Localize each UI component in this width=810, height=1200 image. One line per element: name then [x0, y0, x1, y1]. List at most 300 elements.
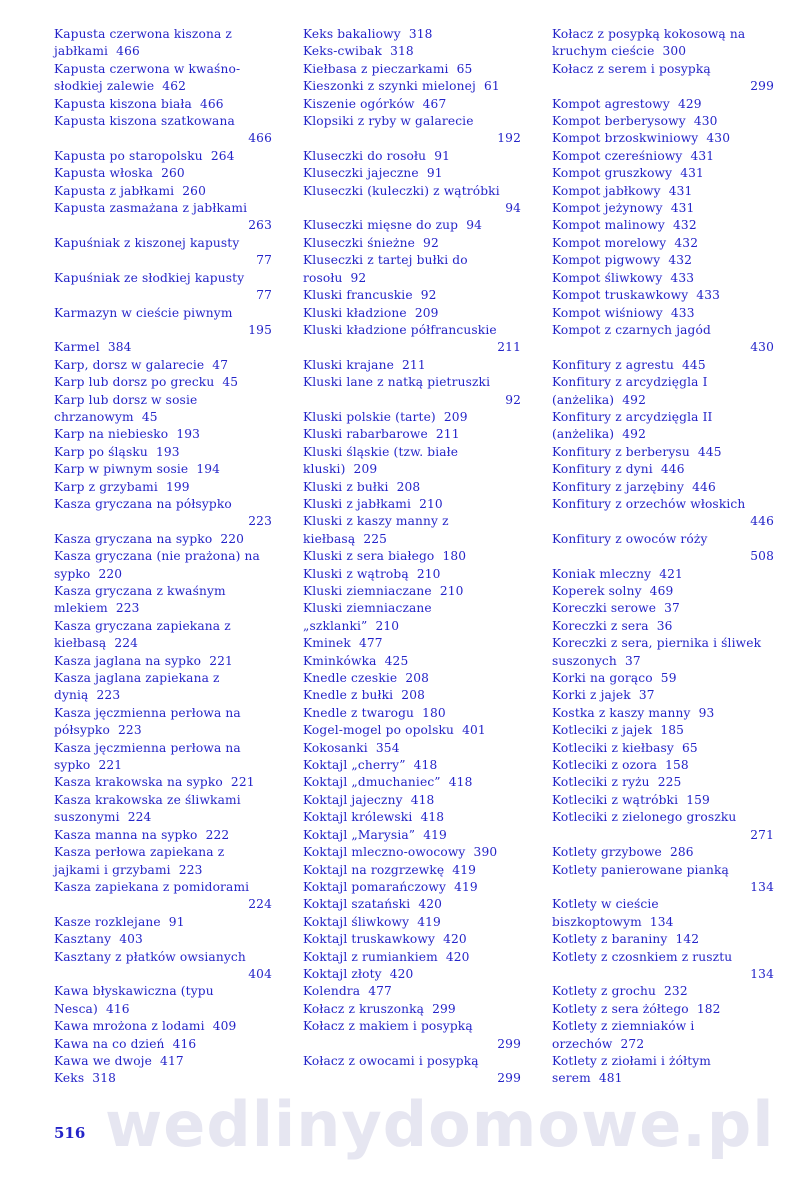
- index-entry: [303, 61, 521, 78]
- index-entry: [552, 165, 774, 182]
- entry-title: Karp lub dorsz w sosie chrzanowym: [54, 392, 198, 424]
- entry-page-number: 404: [248, 966, 272, 981]
- entry-title: Kluseczki mięsne do zup: [303, 218, 459, 233]
- entry-page-number: 432: [674, 235, 699, 250]
- entry-title: Keks-cwibak: [303, 44, 383, 59]
- entry-page-number: 180: [442, 549, 467, 564]
- entry-page-number: 299: [497, 1036, 521, 1051]
- index-entry: [54, 931, 272, 948]
- index-entry: [54, 61, 272, 96]
- entry-title: Kotleciki z jajek: [552, 723, 653, 738]
- entry-page-number: 508: [750, 549, 774, 564]
- index-entry: [54, 879, 272, 914]
- index-entry: [303, 26, 521, 43]
- entry-page-number: 92: [350, 270, 367, 285]
- entry-title: Knedle z bułki: [303, 688, 394, 703]
- entry-page-number: 223: [248, 514, 272, 529]
- entry-page-number: 466: [116, 44, 140, 59]
- index-entry: [54, 618, 272, 653]
- entry-page-number: 45: [141, 409, 158, 424]
- entry-page-number: 318: [390, 44, 414, 59]
- index-entry: [552, 983, 774, 1000]
- entry-title: Kasza jaglana na sypko: [54, 653, 202, 668]
- index-entry: [54, 740, 272, 775]
- entry-page-number: 94: [466, 218, 482, 233]
- entry-page-number: 223: [96, 688, 121, 703]
- entry-title: Kapuśniak z kiszonej kapusty: [54, 235, 240, 250]
- entry-title: Kasza gryczana z kwaśnym mlekiem: [54, 584, 226, 616]
- index-entry: [552, 322, 774, 357]
- index-entry: [303, 426, 521, 443]
- index-entry: [303, 183, 521, 218]
- entry-title: Kapusta po staropolsku: [54, 148, 203, 163]
- entry-title: Kolendra: [303, 984, 361, 999]
- index-column-2: [303, 26, 521, 1088]
- entry-title: Koktajl jajeczny: [303, 792, 403, 807]
- entry-title: Konfitury z arcydzięgla I (anżelika): [552, 375, 708, 407]
- entry-title: Koperek solny: [552, 584, 642, 598]
- entry-title: Kotleciki z ozora: [552, 758, 658, 773]
- index-entry: [54, 844, 272, 879]
- entry-title: Kluski kładzione półfrancuskie: [303, 322, 497, 337]
- entry-title: Koktajl na rozgrzewkę: [303, 862, 445, 877]
- entry-title: Kluseczki jajeczne: [303, 166, 419, 181]
- entry-title: Kieszonki z szynki mielonej: [303, 79, 476, 94]
- entry-page-number: 224: [114, 636, 139, 651]
- index-entry: [303, 931, 521, 948]
- index-entry: [54, 653, 272, 670]
- entry-title: Kasza gryczana (nie prażona) na sypko: [54, 549, 260, 581]
- entry-page-number: 419: [454, 879, 478, 894]
- entry-title: Kompot śliwkowy: [552, 270, 663, 285]
- entry-title: Konfitury z owoców róży: [552, 531, 708, 546]
- index-entry: [303, 809, 521, 826]
- index-entry: [54, 113, 272, 148]
- index-entry: [552, 600, 774, 617]
- index-entry: [552, 896, 774, 931]
- entry-page-number: 420: [389, 966, 414, 981]
- entry-title: Kiszenie ogórków: [303, 96, 415, 111]
- entry-page-number: 446: [692, 479, 716, 494]
- entry-title: Kluski francuskie: [303, 288, 413, 303]
- entry-page-number: 225: [657, 775, 682, 790]
- entry-page-number: 390: [473, 845, 498, 860]
- entry-page-number: 264: [210, 148, 235, 163]
- index-entry: [54, 531, 272, 548]
- entry-title: Kołacz z serem i posypką: [552, 61, 711, 76]
- index-entry: [303, 983, 521, 1000]
- index-entry: [552, 357, 774, 374]
- entry-page-number: 409: [212, 1019, 237, 1034]
- entry-title: Konfitury z jarzębiny: [552, 479, 685, 494]
- index-entry: [54, 827, 272, 844]
- entry-page-number: 260: [161, 166, 185, 181]
- entry-page-number: 418: [448, 775, 473, 790]
- entry-title: Karp, dorsz w galarecie: [54, 357, 205, 372]
- index-entry: [54, 183, 272, 200]
- entry-title: Knedle z twarogu: [303, 705, 415, 720]
- entry-page-number: 182: [696, 1001, 721, 1016]
- entry-page-number: 299: [497, 1071, 521, 1086]
- index-entry: [303, 792, 521, 809]
- index-entry: [303, 896, 521, 913]
- entry-title: Kluski kładzione: [303, 305, 407, 320]
- entry-title: Knedle czeskie: [303, 671, 398, 686]
- entry-page-number: 208: [401, 688, 426, 703]
- index-entry: [303, 949, 521, 966]
- entry-title: Kluseczki śnieżne: [303, 235, 415, 250]
- entry-title: Kokosanki: [303, 740, 368, 755]
- index-entry: [54, 774, 272, 791]
- entry-page-number: 134: [750, 966, 774, 981]
- entry-page-number: 419: [417, 914, 441, 929]
- index-entry: [552, 1001, 774, 1018]
- index-entry: [54, 235, 272, 270]
- entry-page-number: 446: [750, 514, 774, 529]
- entry-title: Kotlety grzybowe: [552, 845, 662, 860]
- entry-title: Karmel: [54, 340, 100, 355]
- entry-page-number: 91: [168, 914, 185, 929]
- entry-title: Kotlety z baraniny: [552, 932, 668, 947]
- entry-title: Kasza krakowska ze śliwkami suszonymi: [54, 792, 241, 825]
- entry-page-number: 37: [664, 601, 680, 616]
- entry-page-number: 192: [497, 131, 521, 146]
- entry-page-number: 91: [426, 166, 443, 181]
- index-entry: [54, 792, 272, 827]
- entry-title: Karmazyn w cieście piwnym: [54, 305, 233, 320]
- entry-page-number: 416: [105, 1001, 130, 1016]
- entry-page-number: 208: [396, 479, 421, 494]
- entry-page-number: 421: [659, 566, 683, 581]
- index-entry: [552, 705, 774, 722]
- entry-title: Kapusta czerwona kiszona z jabłkami: [54, 27, 232, 59]
- entry-page-number: 420: [418, 897, 443, 912]
- entry-page-number: 211: [435, 427, 460, 442]
- entry-title: Kotleciki z kiełbasy: [552, 740, 674, 755]
- entry-page-number: 211: [497, 340, 521, 355]
- index-entry: [552, 130, 774, 147]
- entry-page-number: 299: [432, 1001, 456, 1016]
- index-entry: [54, 96, 272, 113]
- entry-page-number: 222: [205, 827, 230, 842]
- index-entry: [552, 287, 774, 304]
- entry-page-number: 430: [750, 340, 774, 355]
- entry-page-number: 159: [686, 792, 710, 807]
- entry-page-number: 220: [220, 531, 245, 546]
- entry-title: Kotleciki z ryżu: [552, 775, 650, 790]
- entry-title: Karp na niebiesko: [54, 427, 169, 442]
- index-entry: [552, 1053, 774, 1088]
- entry-title: Kotleciki z wątróbki: [552, 792, 679, 807]
- entry-page-number: 466: [200, 96, 224, 111]
- entry-title: Korki z jajek: [552, 688, 631, 703]
- entry-page-number: 193: [176, 427, 201, 442]
- entry-title: Kluski z wątrobą: [303, 566, 409, 581]
- index-entry: [552, 461, 774, 478]
- page-number: 516: [54, 1124, 86, 1142]
- entry-title: Kasza manna na sypko: [54, 827, 198, 842]
- entry-page-number: 263: [248, 218, 272, 233]
- entry-page-number: 37: [624, 653, 641, 668]
- entry-page-number: 93: [698, 705, 715, 720]
- entry-title: Konfitury z arcydzięgla II (anżelika): [552, 409, 713, 442]
- index-entry: [54, 914, 272, 931]
- entry-page-number: 432: [668, 253, 693, 268]
- entry-page-number: 418: [410, 792, 435, 807]
- entry-page-number: 430: [706, 131, 731, 146]
- entry-title: Koniak mleczny: [552, 566, 652, 581]
- index-entry: [54, 1018, 272, 1035]
- index-entry: [303, 357, 521, 374]
- index-entry: [303, 757, 521, 774]
- entry-page-number: 433: [670, 305, 695, 320]
- entry-page-number: 418: [413, 758, 438, 773]
- entry-page-number: 36: [656, 618, 673, 633]
- entry-page-number: 431: [680, 166, 704, 181]
- entry-page-number: 431: [690, 148, 715, 163]
- entry-title: Kostka z kaszy manny: [552, 705, 691, 720]
- index-entry: [552, 113, 774, 130]
- index-entry: [54, 479, 272, 496]
- entry-page-number: 401: [462, 723, 486, 738]
- index-entry: [552, 949, 774, 984]
- entry-title: Kołacz z posypką kokosową na kruchym cieście: [552, 27, 746, 59]
- entry-title: Koktajl mleczno-owocowy: [303, 845, 466, 860]
- entry-title: Kompot morelowy: [552, 235, 667, 250]
- entry-title: Karp z grzybami: [54, 479, 158, 494]
- entry-title: Kasza zapiekana z pomidorami: [54, 879, 250, 894]
- entry-page-number: 221: [230, 775, 255, 790]
- entry-title: Korki na gorąco: [552, 671, 653, 686]
- entry-title: Kminek: [303, 636, 351, 651]
- entry-title: Kapusta zasmażana z jabłkami: [54, 201, 248, 216]
- entry-title: Keks bakaliowy: [303, 27, 401, 41]
- index-entry: [552, 862, 774, 897]
- index-entry: [303, 496, 521, 513]
- entry-title: Koreczki z sera: [552, 618, 649, 633]
- entry-title: Kasztany z płatków owsianych: [54, 949, 246, 964]
- entry-title: Kasza gryczana zapiekana z kiełbasą: [54, 618, 231, 651]
- index-entry: [54, 26, 272, 61]
- index-entry: [54, 1070, 272, 1087]
- entry-page-number: 318: [92, 1071, 117, 1086]
- entry-title: Koktajl truskawkowy: [303, 932, 436, 947]
- entry-title: Kluski z jabłkami: [303, 496, 412, 511]
- entry-title: Kminkówka: [303, 653, 377, 668]
- entry-page-number: 180: [422, 705, 446, 720]
- entry-page-number: 37: [638, 688, 655, 703]
- entry-title: Kluski z sera białego: [303, 549, 435, 564]
- entry-page-number: 59: [660, 671, 677, 686]
- entry-title: Koktajl „Marysia”: [303, 827, 416, 842]
- entry-title: Kołacz z owocami i posypką: [303, 1053, 479, 1068]
- entry-page-number: 134: [649, 914, 674, 929]
- entry-page-number: 403: [119, 932, 143, 947]
- entry-title: Kompot brzoskwiniowy: [552, 131, 699, 146]
- index-entry: [303, 287, 521, 304]
- entry-page-number: 194: [196, 462, 221, 477]
- index-column-3: [552, 26, 774, 1088]
- entry-page-number: 208: [405, 671, 430, 686]
- entry-title: Kasza perłowa zapiekana z jajkami i grzybami: [54, 845, 225, 877]
- entry-title: Keks: [54, 1071, 85, 1086]
- entry-page-number: 354: [375, 740, 400, 755]
- entry-title: Kotlety panierowane pianką: [552, 862, 729, 877]
- index-entry: [303, 1001, 521, 1018]
- index-entry: [303, 78, 521, 95]
- entry-title: Kompot czereśniowy: [552, 148, 683, 163]
- entry-title: Karp lub dorsz po grecku: [54, 375, 215, 390]
- entry-page-number: 195: [248, 322, 272, 337]
- entry-title: Kompot berberysowy: [552, 114, 686, 129]
- entry-page-number: 209: [353, 462, 378, 477]
- entry-page-number: 466: [248, 131, 272, 146]
- index-entry: [552, 96, 774, 113]
- entry-title: Kompot pigwowy: [552, 253, 661, 268]
- index-entry: [54, 305, 272, 340]
- entry-page-number: 271: [750, 827, 774, 842]
- entry-page-number: 220: [98, 566, 123, 581]
- index-entry: [303, 1053, 521, 1088]
- entry-title: Kluski z bułki: [303, 479, 389, 494]
- entry-title: Kluski ziemniaczane „szklanki”: [303, 601, 432, 633]
- index-entry: [552, 183, 774, 200]
- index-entry: [54, 496, 272, 531]
- index-entry: [54, 705, 272, 740]
- index-entry: [552, 635, 774, 670]
- index-entry: [552, 148, 774, 165]
- index-entry: [552, 670, 774, 687]
- entry-title: Kotlety z ziołami i żółtym serem: [552, 1053, 711, 1086]
- entry-title: Kapusta kiszona szatkowana: [54, 114, 235, 129]
- index-entry: [303, 583, 521, 600]
- entry-page-number: 433: [696, 288, 721, 303]
- index-entry: [552, 479, 774, 496]
- entry-title: Kapuśniak ze słodkiej kapusty: [54, 270, 245, 285]
- entry-page-number: 223: [118, 723, 142, 738]
- entry-title: Kluseczki z tartej bułki do rosołu: [303, 253, 468, 285]
- entry-title: Kluseczki do rosołu: [303, 148, 427, 163]
- entry-title: Kołacz z makiem i posypką: [303, 1019, 473, 1034]
- entry-page-number: 433: [670, 270, 695, 285]
- entry-page-number: 416: [172, 1036, 197, 1051]
- entry-page-number: 209: [443, 409, 468, 424]
- entry-page-number: 193: [155, 444, 180, 459]
- index-entry: [303, 235, 521, 252]
- entry-title: Kołacz z kruszonką: [303, 1001, 425, 1016]
- entry-page-number: 65: [456, 61, 473, 76]
- entry-page-number: 221: [98, 758, 123, 773]
- entry-title: Koktajl śliwkowy: [303, 914, 410, 929]
- entry-page-number: 318: [408, 27, 433, 41]
- index-entry: [303, 879, 521, 896]
- index-entry: [54, 983, 272, 1018]
- index-entry: [552, 844, 774, 861]
- entry-page-number: 224: [248, 897, 272, 912]
- entry-page-number: 225: [363, 531, 388, 546]
- entry-title: Kotleciki z zielonego groszku: [552, 810, 737, 825]
- entry-title: Koktajl złoty: [303, 966, 382, 981]
- entry-title: Kompot wiśniowy: [552, 305, 663, 320]
- watermark: wedlinydomowe.pl: [105, 1088, 775, 1161]
- entry-title: Klopsiki z ryby w galarecie: [303, 114, 474, 129]
- entry-page-number: 211: [402, 357, 426, 372]
- index-entry: [303, 827, 521, 844]
- index-entry: [54, 1053, 272, 1070]
- entry-page-number: 418: [420, 810, 445, 825]
- entry-title: Kotlety z ziemniaków i orzechów: [552, 1019, 695, 1051]
- index-entry: [552, 618, 774, 635]
- index-entry: [54, 148, 272, 165]
- index-entry: [54, 339, 272, 356]
- entry-title: Kasze rozklejane: [54, 914, 161, 929]
- entry-title: Kawa we dwoje: [54, 1053, 152, 1068]
- entry-page-number: 431: [668, 183, 693, 198]
- entry-page-number: 209: [414, 305, 439, 320]
- index-entry: [552, 757, 774, 774]
- index-entry: [303, 774, 521, 791]
- entry-page-number: 467: [422, 96, 447, 111]
- index-entry: [54, 444, 272, 461]
- entry-title: Karp po śląsku: [54, 444, 148, 459]
- index-entry: [552, 270, 774, 287]
- entry-title: Konfitury z berberysu: [552, 444, 690, 459]
- entry-page-number: 92: [505, 392, 521, 407]
- entry-page-number: 481: [598, 1071, 623, 1086]
- index-entry: [54, 165, 272, 182]
- index-entry: [303, 670, 521, 687]
- index-entry: [552, 740, 774, 757]
- index-entry: [54, 548, 272, 583]
- entry-title: Kasza jęczmienna perłowa na sypko: [54, 740, 241, 773]
- index-entry: [303, 409, 521, 426]
- entry-page-number: 419: [423, 827, 447, 842]
- index-entry: [303, 479, 521, 496]
- entry-title: Konfitury z orzechów włoskich: [552, 496, 746, 511]
- entry-title: Kluski lane z natką pietruszki: [303, 375, 491, 390]
- entry-title: Kompot agrestowy: [552, 96, 670, 111]
- entry-page-number: 224: [127, 810, 152, 825]
- entry-title: Koreczki serowe: [552, 601, 657, 616]
- entry-title: Kapusta kiszona biała: [54, 96, 192, 111]
- index-entry: [54, 670, 272, 705]
- index-entry: [552, 792, 774, 809]
- index-entry: [303, 43, 521, 60]
- index-entry: [54, 1036, 272, 1053]
- entry-page-number: 77: [256, 288, 272, 303]
- index-entry: [552, 26, 774, 61]
- index-entry: [303, 548, 521, 565]
- entry-page-number: 425: [384, 653, 409, 668]
- index-entry: [303, 635, 521, 652]
- entry-page-number: 477: [368, 984, 392, 999]
- entry-title: Kotlety z czosnkiem z rusztu: [552, 949, 733, 964]
- index-entry: [303, 844, 521, 861]
- entry-title: Konfitury z agrestu: [552, 357, 674, 372]
- index-entry: [303, 600, 521, 635]
- index-entry: [303, 1018, 521, 1053]
- entry-page-number: 384: [107, 340, 132, 355]
- entry-page-number: 221: [209, 653, 233, 668]
- entry-page-number: 77: [256, 253, 272, 268]
- entry-page-number: 142: [675, 932, 700, 947]
- entry-title: Kompot malinowy: [552, 218, 665, 233]
- entry-title: Kompot jeżynowy: [552, 201, 663, 216]
- entry-page-number: 260: [182, 183, 206, 198]
- entry-page-number: 419: [452, 862, 477, 877]
- entry-title: Kawa błyskawiczna (typu Nesca): [54, 984, 214, 1016]
- index-entry: [552, 252, 774, 269]
